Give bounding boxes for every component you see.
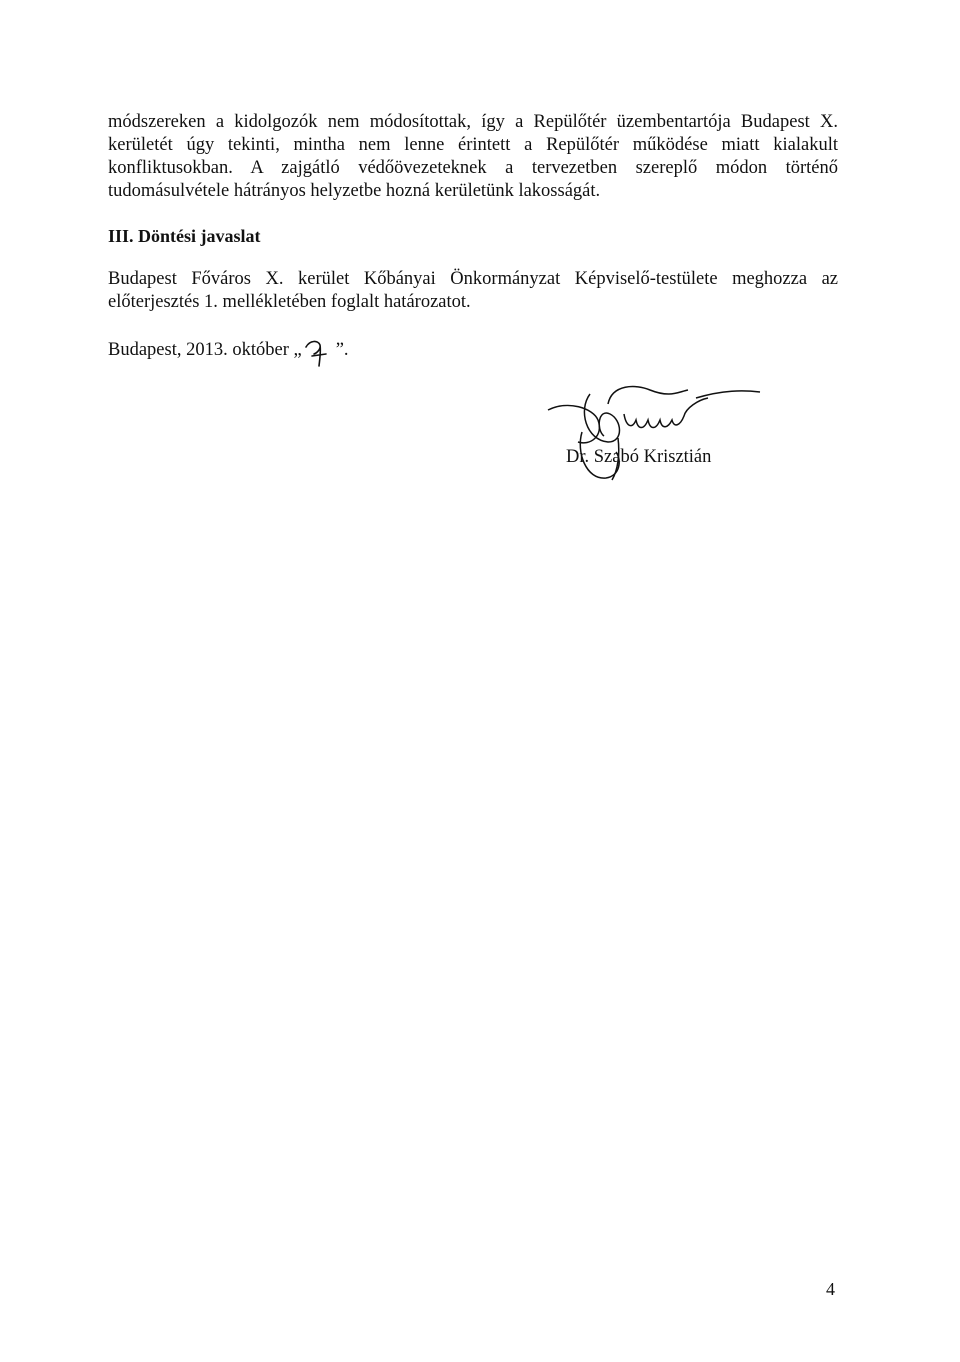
date-suffix: ”. — [335, 340, 349, 360]
body-paragraph-2: Budapest Főváros X. kerület Kőbányai Önkormányzat Képviselő-testülete meghozza az előterjesztés 1. mellékletében foglalt határozatot. — [108, 269, 838, 312]
date-prefix: Budapest, 2013. október „ — [108, 340, 302, 360]
date-line — [108, 337, 349, 367]
handwritten-day-mark — [302, 337, 336, 367]
handwritten-signature — [538, 380, 768, 490]
page-number: 4 — [826, 1279, 835, 1299]
body-paragraph-1: módszereken a kidolgozók nem módosítottak, így a Repülőtér üzembentartója Budapest X. kerületét úgy tekinti, mintha nem lenne érintett a Repülőtér működése miatt kialakult konfliktusokban. A zajgátló védőövezeteknek a tervezetben szereplő módon történő tudomásulvétele hátrányos helyzetbe hozná kerületünk lakosságát. — [108, 112, 838, 201]
signer-name: Dr. Szabó Krisztián — [566, 447, 712, 467]
section-heading: III. Döntési javaslat — [108, 226, 261, 246]
